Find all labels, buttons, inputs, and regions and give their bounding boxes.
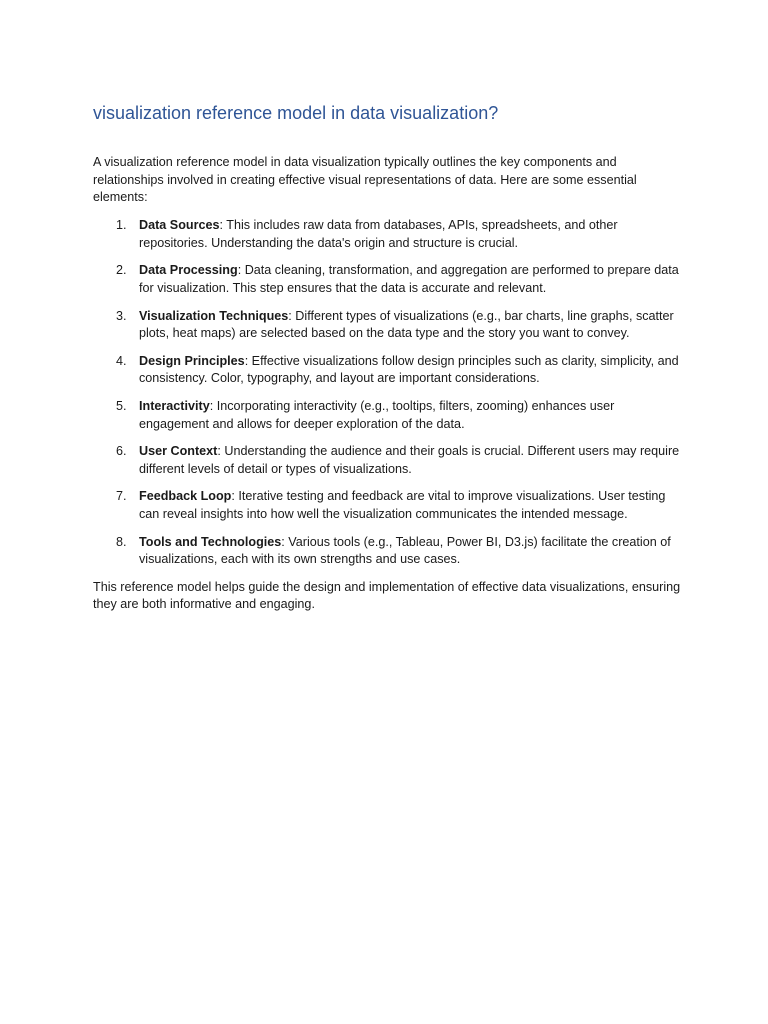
- list-item: [93, 443, 683, 478]
- list-item-body: [139, 488, 683, 523]
- list-item: [93, 217, 683, 252]
- list-item-text: : Various tools (e.g., Tableau, Power BI, D3.js) facilitate the creation of visualizations, each with its own strengths and use cases.: [139, 534, 671, 567]
- list-item: [93, 262, 683, 297]
- list-item-term: Tools and Technologies: [139, 534, 282, 549]
- list-item: [93, 534, 683, 569]
- list-item-number: 5.: [116, 398, 127, 413]
- list-item-body: [139, 353, 683, 388]
- intro-paragraph: A visualization reference model in data visualization typically outlines the key components and relationships involved in creating effective visual representations of data. Here are some essential elements:: [93, 155, 637, 205]
- list-item-text: : Effective visualizations follow design principles such as clarity, simplicity, and consistency. Color, typography, and layout are important considerations.: [139, 353, 679, 386]
- list-item-number: 4.: [116, 353, 127, 368]
- list-item-term: Data Processing: [139, 263, 238, 278]
- list-item-body: [139, 534, 683, 569]
- list-item-number: 7.: [116, 489, 127, 504]
- list-item-text: : Understanding the audience and their goals is crucial. Different users may require different levels of detail or types of visualizations.: [139, 444, 680, 476]
- list-item-text: : Data cleaning, transformation, and aggregation are performed to prepare data for visualization. This step ensures that the data is accurate and relevant.: [139, 263, 679, 296]
- list-item-text: : Iterative testing and feedback are vital to improve visualizations. User testing can reveal insights into how well the visualization communicates the intended message.: [139, 489, 666, 522]
- list-item-text: : This includes raw data from databases, APIs, spreadsheets, and other repositories. Understanding the data's origin and structure is crucial.: [139, 218, 618, 250]
- list-item-term: Interactivity: [139, 398, 210, 413]
- closing-paragraph: This reference model helps guide the design and implementation of effective data visualizations, ensuring they are both informative and engaging.: [93, 579, 681, 612]
- list-item-body: [139, 308, 683, 343]
- list-item-body: [139, 262, 683, 297]
- list-item-term: Data Sources: [139, 218, 220, 233]
- list-item-text: : Different types of visualizations (e.g., bar charts, line graphs, scatter plots, heat maps) are selected based on the data type and the story you want to convey.: [139, 308, 674, 341]
- list-item-body: [139, 398, 683, 433]
- list-item-number: 3.: [116, 308, 127, 323]
- list-item-term: Visualization Techniques: [139, 308, 289, 323]
- list-item-term: Design Principles: [139, 353, 245, 368]
- list-item-term: Feedback Loop: [139, 489, 232, 504]
- document-title: visualization reference model in data visualization?: [93, 103, 499, 123]
- list-item-number: 2.: [116, 263, 127, 278]
- list-item-number: 8.: [116, 534, 127, 549]
- list-item: [93, 353, 683, 388]
- list-item: [93, 488, 683, 523]
- list-item-body: [139, 443, 683, 478]
- list-item: [93, 308, 683, 343]
- list-item-number: 6.: [116, 444, 127, 459]
- document-content: [93, 100, 683, 614]
- list-item: [93, 398, 683, 433]
- list-item-number: 1.: [116, 218, 127, 233]
- list-item-term: User Context: [139, 444, 218, 459]
- element-list: [93, 217, 683, 569]
- list-item-body: [139, 217, 683, 252]
- list-item-text: : Incorporating interactivity (e.g., tooltips, filters, zooming) enhances user engagement and allows for deeper exploration of the data.: [139, 398, 615, 431]
